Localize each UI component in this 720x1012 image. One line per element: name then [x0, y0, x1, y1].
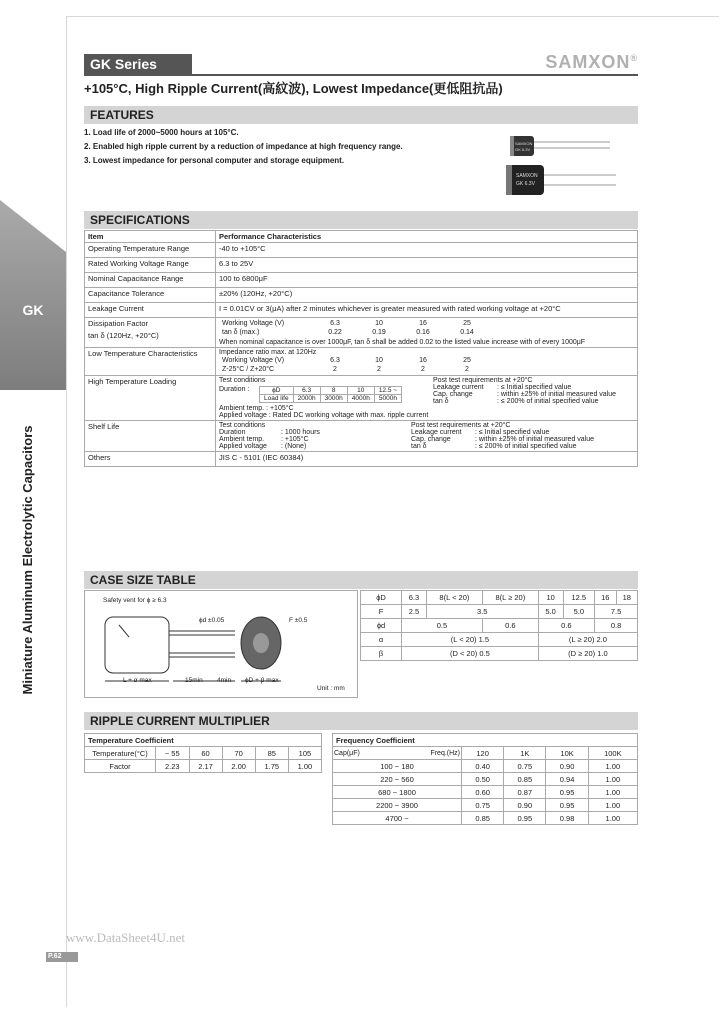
series-rule [84, 74, 638, 76]
freq-cell: 4700 ~ [333, 812, 462, 825]
htl-line: Leakage current [433, 384, 484, 391]
spec-label: High Temperature Loading [85, 376, 216, 421]
spec-value: 6.3 to 25V [216, 258, 638, 273]
shelf-line: Leakage current [411, 429, 462, 436]
case-cell: (D ≥ 20) 1.0 [538, 647, 637, 661]
shelf-line: Post test requirements at +20°C [411, 422, 511, 429]
table-row [85, 258, 638, 273]
case-cell: ϕD [361, 591, 402, 605]
lt-cell: 6.3 [330, 357, 340, 364]
table-row [85, 421, 638, 452]
temp-cell: 105 [288, 747, 321, 760]
spec-value: ±20% (120Hz, +20°C) [216, 288, 638, 303]
table-row [85, 734, 322, 747]
htl-line: : within ±25% of initial measured value [497, 391, 617, 398]
case-cell: 3.5 [426, 605, 538, 619]
lowtemp-table [219, 356, 489, 374]
lowtemp-head: Impedance ratio max. at 120Hz [219, 349, 317, 356]
table-row [333, 786, 638, 799]
shelf-line: Duration [219, 429, 246, 436]
case-cell: 8(L < 20) [426, 591, 482, 605]
df-cell: 0.14 [460, 329, 474, 336]
spec-value: I = 0.01CV or 3(μA) after 2 minutes whichever is greater measured with rated working voltage at +20°C [216, 303, 638, 318]
shelf-line: tan δ [411, 443, 427, 450]
freq-cell: 220 ~ 560 [333, 773, 462, 786]
temp-cell: 1.00 [288, 760, 321, 773]
lt-cell: 25 [463, 357, 471, 364]
case-cell: (L < 20) 1.5 [402, 633, 539, 647]
spec-value [216, 348, 638, 376]
case-cell: ϕd [361, 619, 402, 633]
features-heading: FEATURES [84, 106, 638, 124]
freq-cell: 1.00 [588, 760, 637, 773]
case-cell: (D < 20) 0.5 [402, 647, 539, 661]
temp-cell: Factor [85, 760, 156, 773]
table-row [85, 273, 638, 288]
freq-cell: 0.85 [504, 773, 546, 786]
freq-cell: 2200 ~ 3900 [333, 799, 462, 812]
frequency-coefficient-table [332, 733, 638, 825]
freq-cell: 0.94 [546, 773, 588, 786]
case-cell: F [361, 605, 402, 619]
df-cell: 25 [463, 320, 471, 327]
product-label-brand: SAMXON [516, 173, 538, 179]
freq-cell: 0.85 [462, 812, 504, 825]
df-cell: 6.3 [330, 320, 340, 327]
table-row [85, 243, 638, 258]
lt-cell: Working Voltage (V) [222, 357, 285, 364]
df-cell: 10 [375, 320, 383, 327]
table-row [333, 799, 638, 812]
brand-name: SAMXON [545, 52, 631, 72]
temp-cell: 60 [189, 747, 222, 760]
case-cell: 0.5 [402, 619, 483, 633]
ripple-heading: RIPPLE CURRENT MULTIPLIER [84, 712, 638, 730]
freq-coef-title: Frequency Coefficient [333, 734, 638, 747]
feature-item: 2. Enabled high ripple current by a reduction of impedance at high frequency range. [84, 142, 403, 151]
table-row [333, 812, 638, 825]
lt-cell: 10 [375, 357, 383, 364]
htl-cell: 8 [320, 387, 347, 395]
temp-cell: 70 [222, 747, 255, 760]
spec-value: JIS C - 5101 (IEC 60384) [216, 452, 638, 467]
freq-col-header: 100K [588, 747, 637, 760]
temp-coef-title: Temperature Coefficient [85, 734, 322, 747]
freq-cell: 0.75 [462, 799, 504, 812]
freq-cell: 1.00 [588, 799, 637, 812]
table-row [85, 303, 638, 318]
df-cell: 0.19 [372, 329, 386, 336]
htl-line: : ≤ 200% of initial specified value [497, 398, 599, 405]
page-number: P.62 [46, 952, 78, 962]
case-cell: (L ≥ 20) 2.0 [538, 633, 637, 647]
lead-spacing-label: F ±0.5 [289, 617, 308, 624]
case-cell: 5.0 [563, 605, 595, 619]
table-row [361, 591, 638, 605]
lt-cell: 2 [333, 366, 337, 373]
spec-label: Others [85, 452, 216, 467]
htl-line: tan δ [433, 398, 449, 405]
spec-label: Rated Working Voltage Range [85, 258, 216, 273]
case-size-table [360, 590, 638, 661]
shelf-line: Ambient temp. [219, 436, 265, 443]
spec-label [85, 318, 216, 348]
capacitor-product-photo [500, 133, 620, 203]
df-cell: 16 [419, 320, 427, 327]
freq-cell: 0.95 [504, 812, 546, 825]
case-cell: 8(L ≥ 20) [482, 591, 538, 605]
spec-label: Nominal Capacitance Range [85, 273, 216, 288]
lt-cell: 2 [465, 366, 469, 373]
feature-item: 1. Load life of 2000~5000 hours at 105°C. [84, 128, 239, 137]
temp-cell: 2.00 [222, 760, 255, 773]
htl-life-table [259, 386, 402, 403]
spec-label: Leakage Current [85, 303, 216, 318]
diameter-label: ϕD + β max [245, 677, 279, 684]
case-cell: α [361, 633, 402, 647]
brand-mark: ® [630, 53, 638, 63]
series-tag: GK Series [84, 54, 192, 74]
lt-cell: 2 [421, 366, 425, 373]
case-cell: 0.6 [538, 619, 594, 633]
freq-cell: 1.00 [588, 786, 637, 799]
table-row [85, 288, 638, 303]
lt-cell: 2 [377, 366, 381, 373]
htl-cell: ϕD [260, 387, 294, 395]
htl-post [433, 377, 616, 419]
specifications-heading: SPECIFICATIONS [84, 211, 638, 229]
spec-label: Capacitance Tolerance [85, 288, 216, 303]
case-cell: 0.6 [482, 619, 538, 633]
temp-cell: ~ 55 [156, 747, 190, 760]
shelf-line: : within ±25% of initial measured value [475, 436, 595, 443]
case-cell: 6.3 [402, 591, 427, 605]
freq-cell: 0.60 [462, 786, 504, 799]
case-cell: 5.0 [538, 605, 563, 619]
df-cell: 0.16 [416, 329, 430, 336]
table-row [333, 773, 638, 786]
htl-line: Post test requirements at +20°C [433, 377, 533, 384]
temp-cell: 2.17 [189, 760, 222, 773]
spec-value [216, 376, 638, 421]
freq-corner-header [333, 747, 462, 760]
cap-header: Cap(μF) [334, 749, 360, 757]
freq-cell: 0.98 [546, 812, 588, 825]
spec-label-line: tan δ (120Hz, +20°C) [88, 331, 159, 340]
htl-cell: 4000h [347, 395, 374, 403]
freq-cell: 0.95 [546, 799, 588, 812]
length-label: L + α max [123, 677, 152, 684]
df-cell: tan δ (max.) [222, 329, 260, 336]
case-cell: 12.5 [563, 591, 595, 605]
case-size-heading: CASE SIZE TABLE [84, 571, 638, 589]
freq-col-header: 10K [546, 747, 588, 760]
shelf-line: : ≤ Initial specified value [475, 429, 550, 436]
freq-col-header: 120 [462, 747, 504, 760]
shelf-line: : +105°C [281, 436, 309, 443]
brand-logo [506, 52, 638, 73]
spec-head-item: Item [85, 231, 216, 243]
table-row [361, 647, 638, 661]
freq-header: Freq.(Hz) [430, 749, 460, 757]
freq-cell: 1.00 [588, 812, 637, 825]
watermark: www.DataSheet4U.net [66, 930, 186, 945]
freq-cell: 0.87 [504, 786, 546, 799]
table-row [361, 619, 638, 633]
htl-line: Cap. change [433, 391, 473, 398]
feature-item: 3. Lowest impedance for personal computer and storage equipment. [84, 156, 345, 165]
shelf-post [411, 422, 594, 450]
spec-value: -40 to +105°C [216, 243, 638, 258]
freq-cell: 0.50 [462, 773, 504, 786]
table-row [85, 747, 322, 760]
case-cell: 2.5 [402, 605, 427, 619]
table-row [333, 747, 638, 760]
table-row [361, 633, 638, 647]
freq-cell: 100 ~ 180 [333, 760, 462, 773]
case-cell: 18 [616, 591, 638, 605]
spec-head-perf: Performance Characteristics [216, 231, 638, 243]
df-cell: Working Voltage (V) [222, 320, 285, 327]
lt-cell: 16 [419, 357, 427, 364]
df-note: When nominal capacitance is over 1000μF, tan δ shall be added 0.02 to the listed value increase with of every 1000μF [219, 339, 586, 346]
htl-cell: 10 [347, 387, 374, 395]
spec-value: 100 to 6800μF [216, 273, 638, 288]
shelf-line: Applied voltage [219, 443, 267, 450]
features-list [84, 126, 504, 168]
htl-line: Applied voltage : Rated DC working voltage with max. ripple current [219, 412, 429, 419]
freq-col-header: 1K [504, 747, 546, 760]
temp-cell: 1.75 [255, 760, 288, 773]
case-cell: 7.5 [595, 605, 638, 619]
lead-diameter-label: ϕd ±0.05 [199, 617, 225, 624]
htl-cell: Load life [260, 395, 294, 403]
htl-cell: 12.5 ~ [374, 387, 401, 395]
product-label-brand: SAMXON [515, 141, 533, 146]
freq-cell: 0.75 [504, 760, 546, 773]
spec-label: Low Temperature Characteristics [85, 348, 216, 376]
table-row [333, 760, 638, 773]
case-cell: 16 [595, 591, 616, 605]
safety-vent-label: Safety vent for ϕ ≥ 6.3 [103, 597, 167, 604]
temp-cell: 2.23 [156, 760, 190, 773]
freq-cell: 0.90 [546, 760, 588, 773]
spec-value [216, 421, 638, 452]
case-cell: 0.8 [595, 619, 638, 633]
unit-label: Unit : mm [317, 685, 345, 692]
temp-cell: Temperature(°C) [85, 747, 156, 760]
table-row [361, 605, 638, 619]
htl-line: Duration : [219, 386, 250, 393]
shelf-line: : ≤ 200% of initial specified value [475, 443, 577, 450]
table-row [85, 231, 638, 243]
table-row [85, 348, 638, 376]
freq-cell: 0.40 [462, 760, 504, 773]
lead-min-label: 4min [217, 677, 232, 684]
side-tab-label: GK [22, 302, 44, 318]
spec-label: Operating Temperature Range [85, 243, 216, 258]
htl-line: Test conditions [219, 377, 266, 384]
page-subtitle: +105°C, High Ripple Current(高紋波), Lowest Impedance(更低阻抗品) [84, 81, 503, 96]
htl-line: Ambient temp. : +105°C [219, 405, 294, 412]
table-row [85, 452, 638, 467]
case-dimension-diagram [84, 590, 358, 698]
temperature-coefficient-table [84, 733, 322, 773]
htl-cell: 5000h [374, 395, 401, 403]
shelf-conditions [219, 422, 411, 450]
table-row [85, 760, 322, 773]
product-label-model: GK 6.3V [516, 181, 535, 187]
spec-value [216, 318, 638, 348]
product-label-model: GK 6.3V [515, 147, 531, 152]
htl-cell: 6.3 [293, 387, 320, 395]
temp-cell: 85 [255, 747, 288, 760]
freq-cell: 1.00 [588, 773, 637, 786]
case-cell: β [361, 647, 402, 661]
htl-cell: 2000h [293, 395, 320, 403]
lt-cell: Z-25°C / Z+20°C [222, 366, 275, 373]
side-vertical-title: Miniature Aluminum Electrolytic Capacitors [20, 425, 35, 695]
table-row [333, 734, 638, 747]
freq-cell: 0.95 [546, 786, 588, 799]
shelf-line: : (None) [281, 443, 307, 450]
htl-cell: 3000h [320, 395, 347, 403]
lead-length-label: 15min [185, 677, 203, 684]
specifications-table [84, 230, 638, 467]
htl-line: : ≤ Initial specified value [497, 384, 572, 391]
shelf-line: Cap. change [411, 436, 451, 443]
table-row [85, 376, 638, 421]
htl-conditions [219, 377, 433, 419]
case-cell: 10 [538, 591, 563, 605]
freq-cell: 680 ~ 1800 [333, 786, 462, 799]
spec-label-line: Dissipation Factor [88, 319, 149, 328]
shelf-line: Test conditions [219, 422, 266, 429]
spec-label: Shelf Life [85, 421, 216, 452]
shelf-line: : 1000 hours [281, 429, 320, 436]
df-cell: 0.22 [328, 329, 342, 336]
freq-cell: 0.90 [504, 799, 546, 812]
df-table [219, 319, 489, 337]
table-row [85, 318, 638, 348]
